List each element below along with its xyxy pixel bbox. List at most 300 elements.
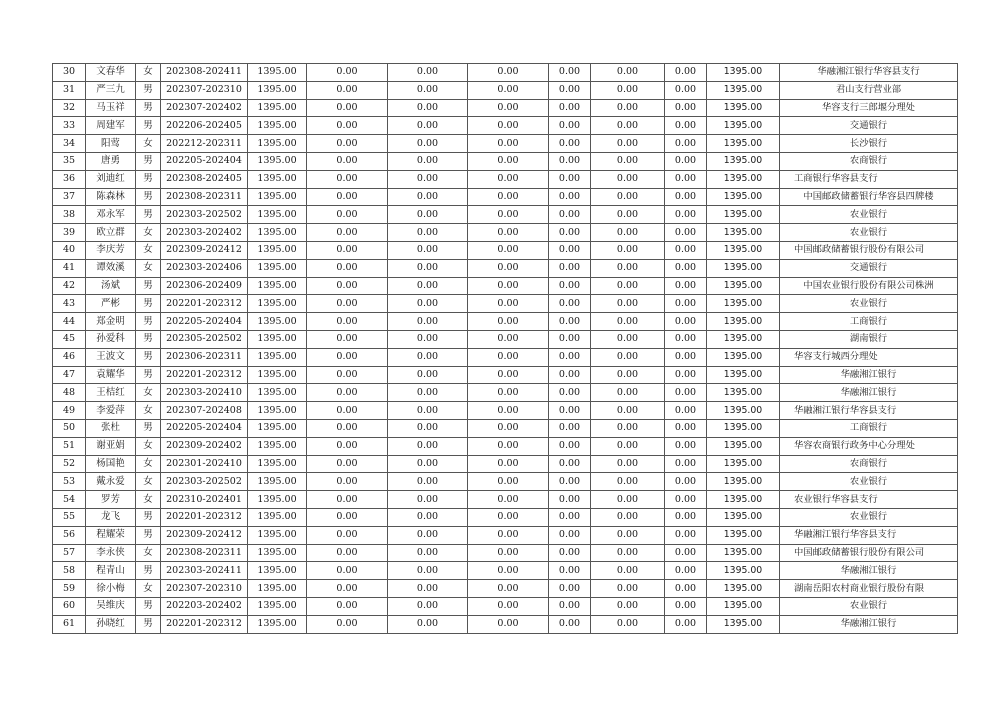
- value-cell: 0.00: [665, 295, 707, 313]
- value-cell: 0.00: [388, 544, 468, 562]
- value-cell: 0.00: [549, 117, 591, 135]
- total-cell: 1395.00: [707, 597, 780, 615]
- value-cell: 0.00: [665, 259, 707, 277]
- table-row: [53, 259, 958, 277]
- value-cell: 0.00: [307, 259, 388, 277]
- gender-cell: 女: [136, 135, 161, 153]
- bank-name-cell: 华融湘江银行华容县支行: [780, 402, 958, 420]
- amount-cell: 1395.00: [248, 241, 307, 259]
- amount-cell: 1395.00: [248, 152, 307, 170]
- value-cell: 0.00: [388, 170, 468, 188]
- total-cell: 1395.00: [707, 384, 780, 402]
- value-cell: 0.00: [549, 152, 591, 170]
- value-cell: 0.00: [549, 64, 591, 82]
- value-cell: 0.00: [591, 99, 665, 117]
- value-cell: 0.00: [468, 491, 549, 509]
- value-cell: 0.00: [549, 135, 591, 153]
- bank-name-cell: 中国农业银行股份有限公司株洲: [780, 277, 958, 295]
- amount-cell: 1395.00: [248, 580, 307, 598]
- gender-cell: 女: [136, 259, 161, 277]
- name-cell: 杨国艳: [86, 455, 136, 473]
- value-cell: 0.00: [468, 402, 549, 420]
- row-number-cell: 36: [53, 170, 86, 188]
- period-cell: 202201-202312: [161, 366, 248, 384]
- total-cell: 1395.00: [707, 562, 780, 580]
- gender-cell: 男: [136, 597, 161, 615]
- row-number-cell: 42: [53, 277, 86, 295]
- total-cell: 1395.00: [707, 117, 780, 135]
- value-cell: 0.00: [665, 366, 707, 384]
- row-number-cell: 58: [53, 562, 86, 580]
- value-cell: 0.00: [468, 99, 549, 117]
- row-number-cell: 47: [53, 366, 86, 384]
- value-cell: 0.00: [307, 313, 388, 331]
- amount-cell: 1395.00: [248, 544, 307, 562]
- amount-cell: 1395.00: [248, 402, 307, 420]
- value-cell: 0.00: [549, 544, 591, 562]
- value-cell: 0.00: [591, 188, 665, 206]
- value-cell: 0.00: [591, 152, 665, 170]
- bank-name-cell: 农业银行: [780, 295, 958, 313]
- value-cell: 0.00: [468, 597, 549, 615]
- value-cell: 0.00: [665, 455, 707, 473]
- value-cell: 0.00: [591, 508, 665, 526]
- value-cell: 0.00: [549, 170, 591, 188]
- amount-cell: 1395.00: [248, 473, 307, 491]
- value-cell: 0.00: [388, 241, 468, 259]
- value-cell: 0.00: [307, 64, 388, 82]
- value-cell: 0.00: [307, 366, 388, 384]
- total-cell: 1395.00: [707, 224, 780, 242]
- value-cell: 0.00: [388, 188, 468, 206]
- value-cell: 0.00: [307, 544, 388, 562]
- gender-cell: 男: [136, 615, 161, 633]
- value-cell: 0.00: [468, 277, 549, 295]
- row-number-cell: 43: [53, 295, 86, 313]
- row-number-cell: 55: [53, 508, 86, 526]
- period-cell: 202307-202310: [161, 81, 248, 99]
- bank-name-cell: 华容支行城西分理处: [780, 348, 958, 366]
- value-cell: 0.00: [468, 64, 549, 82]
- bank-name-cell: 农业银行: [780, 508, 958, 526]
- amount-cell: 1395.00: [248, 348, 307, 366]
- row-number-cell: 40: [53, 241, 86, 259]
- value-cell: 0.00: [591, 526, 665, 544]
- amount-cell: 1395.00: [248, 330, 307, 348]
- row-number-cell: 50: [53, 419, 86, 437]
- value-cell: 0.00: [307, 597, 388, 615]
- name-cell: 张杜: [86, 419, 136, 437]
- value-cell: 0.00: [665, 384, 707, 402]
- gender-cell: 女: [136, 473, 161, 491]
- row-number-cell: 51: [53, 437, 86, 455]
- name-cell: 文春华: [86, 64, 136, 82]
- value-cell: 0.00: [468, 508, 549, 526]
- value-cell: 0.00: [468, 526, 549, 544]
- value-cell: 0.00: [307, 580, 388, 598]
- value-cell: 0.00: [549, 188, 591, 206]
- period-cell: 202308-202311: [161, 188, 248, 206]
- value-cell: 0.00: [665, 135, 707, 153]
- value-cell: 0.00: [307, 277, 388, 295]
- value-cell: 0.00: [307, 81, 388, 99]
- gender-cell: 男: [136, 117, 161, 135]
- table-row: [53, 597, 958, 615]
- total-cell: 1395.00: [707, 188, 780, 206]
- period-cell: 202309-202402: [161, 437, 248, 455]
- name-cell: 程耀荣: [86, 526, 136, 544]
- amount-cell: 1395.00: [248, 259, 307, 277]
- period-cell: 202205-202404: [161, 152, 248, 170]
- value-cell: 0.00: [665, 597, 707, 615]
- table-row: [53, 330, 958, 348]
- table-row: [53, 615, 958, 633]
- row-number-cell: 61: [53, 615, 86, 633]
- period-cell: 202306-202311: [161, 348, 248, 366]
- value-cell: 0.00: [307, 348, 388, 366]
- value-cell: 0.00: [307, 99, 388, 117]
- amount-cell: 1395.00: [248, 455, 307, 473]
- value-cell: 0.00: [665, 526, 707, 544]
- row-number-cell: 30: [53, 64, 86, 82]
- name-cell: 唐勇: [86, 152, 136, 170]
- value-cell: 0.00: [549, 562, 591, 580]
- name-cell: 严彬: [86, 295, 136, 313]
- gender-cell: 男: [136, 206, 161, 224]
- total-cell: 1395.00: [707, 473, 780, 491]
- period-cell: 202309-202412: [161, 241, 248, 259]
- bank-name-cell: 华容支行三郎堰分理处: [780, 99, 958, 117]
- bank-name-cell: 华容农商银行政务中心分理处: [780, 437, 958, 455]
- bank-name-cell: 交通银行: [780, 117, 958, 135]
- table-row: [53, 491, 958, 509]
- value-cell: 0.00: [468, 295, 549, 313]
- value-cell: 0.00: [549, 366, 591, 384]
- value-cell: 0.00: [665, 473, 707, 491]
- value-cell: 0.00: [591, 277, 665, 295]
- value-cell: 0.00: [665, 170, 707, 188]
- value-cell: 0.00: [549, 295, 591, 313]
- bank-name-cell: 工商银行: [780, 419, 958, 437]
- value-cell: 0.00: [549, 277, 591, 295]
- bank-name-cell: 华融湘江银行: [780, 562, 958, 580]
- value-cell: 0.00: [665, 117, 707, 135]
- value-cell: 0.00: [307, 295, 388, 313]
- total-cell: 1395.00: [707, 491, 780, 509]
- value-cell: 0.00: [307, 473, 388, 491]
- amount-cell: 1395.00: [248, 206, 307, 224]
- value-cell: 0.00: [388, 597, 468, 615]
- row-number-cell: 49: [53, 402, 86, 420]
- bank-name-cell: 中国邮政储蓄银行股份有限公司: [780, 544, 958, 562]
- bank-name-cell: 华融湘江银行: [780, 366, 958, 384]
- value-cell: 0.00: [388, 330, 468, 348]
- value-cell: 0.00: [591, 64, 665, 82]
- name-cell: 周建军: [86, 117, 136, 135]
- bank-name-cell: 农业银行: [780, 206, 958, 224]
- amount-cell: 1395.00: [248, 170, 307, 188]
- total-cell: 1395.00: [707, 366, 780, 384]
- period-cell: 202301-202410: [161, 455, 248, 473]
- table-row: [53, 188, 958, 206]
- amount-cell: 1395.00: [248, 562, 307, 580]
- period-cell: 202203-202402: [161, 597, 248, 615]
- row-number-cell: 48: [53, 384, 86, 402]
- value-cell: 0.00: [591, 384, 665, 402]
- value-cell: 0.00: [665, 544, 707, 562]
- value-cell: 0.00: [549, 615, 591, 633]
- value-cell: 0.00: [388, 135, 468, 153]
- table-row: [53, 64, 958, 82]
- gender-cell: 男: [136, 330, 161, 348]
- value-cell: 0.00: [591, 597, 665, 615]
- period-cell: 202310-202401: [161, 491, 248, 509]
- row-number-cell: 32: [53, 99, 86, 117]
- period-cell: 202308-202411: [161, 64, 248, 82]
- value-cell: 0.00: [468, 544, 549, 562]
- value-cell: 0.00: [549, 402, 591, 420]
- gender-cell: 男: [136, 99, 161, 117]
- amount-cell: 1395.00: [248, 384, 307, 402]
- value-cell: 0.00: [468, 366, 549, 384]
- row-number-cell: 31: [53, 81, 86, 99]
- value-cell: 0.00: [549, 313, 591, 331]
- gender-cell: 男: [136, 419, 161, 437]
- table-row: [53, 473, 958, 491]
- bank-name-cell: 君山支行营业部: [780, 81, 958, 99]
- name-cell: 李庆芳: [86, 241, 136, 259]
- gender-cell: 男: [136, 313, 161, 331]
- table-row: [53, 348, 958, 366]
- value-cell: 0.00: [468, 224, 549, 242]
- value-cell: 0.00: [665, 491, 707, 509]
- gender-cell: 女: [136, 491, 161, 509]
- name-cell: 孙爱科: [86, 330, 136, 348]
- bank-name-cell: 华融湘江银行华容县支行: [780, 64, 958, 82]
- row-number-cell: 60: [53, 597, 86, 615]
- value-cell: 0.00: [468, 348, 549, 366]
- table-row: [53, 508, 958, 526]
- value-cell: 0.00: [468, 313, 549, 331]
- gender-cell: 女: [136, 241, 161, 259]
- value-cell: 0.00: [388, 152, 468, 170]
- table-row: [53, 224, 958, 242]
- value-cell: 0.00: [549, 99, 591, 117]
- total-cell: 1395.00: [707, 348, 780, 366]
- total-cell: 1395.00: [707, 135, 780, 153]
- value-cell: 0.00: [388, 117, 468, 135]
- value-cell: 0.00: [665, 348, 707, 366]
- row-number-cell: 56: [53, 526, 86, 544]
- value-cell: 0.00: [468, 562, 549, 580]
- value-cell: 0.00: [388, 81, 468, 99]
- amount-cell: 1395.00: [248, 508, 307, 526]
- value-cell: 0.00: [307, 206, 388, 224]
- table-row: [53, 295, 958, 313]
- row-number-cell: 59: [53, 580, 86, 598]
- value-cell: 0.00: [665, 508, 707, 526]
- name-cell: 刘迪红: [86, 170, 136, 188]
- period-cell: 202212-202311: [161, 135, 248, 153]
- bank-name-cell: 华融湘江银行华容县支行: [780, 526, 958, 544]
- amount-cell: 1395.00: [248, 615, 307, 633]
- value-cell: 0.00: [307, 437, 388, 455]
- value-cell: 0.00: [591, 117, 665, 135]
- value-cell: 0.00: [388, 277, 468, 295]
- value-cell: 0.00: [388, 562, 468, 580]
- gender-cell: 女: [136, 224, 161, 242]
- value-cell: 0.00: [307, 117, 388, 135]
- name-cell: 邓永军: [86, 206, 136, 224]
- row-number-cell: 38: [53, 206, 86, 224]
- value-cell: 0.00: [591, 241, 665, 259]
- value-cell: 0.00: [388, 313, 468, 331]
- total-cell: 1395.00: [707, 526, 780, 544]
- amount-cell: 1395.00: [248, 188, 307, 206]
- value-cell: 0.00: [591, 580, 665, 598]
- value-cell: 0.00: [307, 188, 388, 206]
- gender-cell: 男: [136, 277, 161, 295]
- gender-cell: 女: [136, 580, 161, 598]
- row-number-cell: 34: [53, 135, 86, 153]
- gender-cell: 男: [136, 170, 161, 188]
- value-cell: 0.00: [591, 544, 665, 562]
- name-cell: 谭效溪: [86, 259, 136, 277]
- value-cell: 0.00: [665, 277, 707, 295]
- gender-cell: 男: [136, 81, 161, 99]
- period-cell: 202309-202412: [161, 526, 248, 544]
- total-cell: 1395.00: [707, 64, 780, 82]
- value-cell: 0.00: [549, 437, 591, 455]
- name-cell: 孙晓红: [86, 615, 136, 633]
- value-cell: 0.00: [591, 313, 665, 331]
- value-cell: 0.00: [549, 473, 591, 491]
- period-cell: 202308-202405: [161, 170, 248, 188]
- bank-name-cell: 农业银行: [780, 473, 958, 491]
- value-cell: 0.00: [388, 473, 468, 491]
- amount-cell: 1395.00: [248, 99, 307, 117]
- amount-cell: 1395.00: [248, 526, 307, 544]
- value-cell: 0.00: [549, 206, 591, 224]
- value-cell: 0.00: [307, 152, 388, 170]
- value-cell: 0.00: [307, 526, 388, 544]
- total-cell: 1395.00: [707, 419, 780, 437]
- total-cell: 1395.00: [707, 170, 780, 188]
- value-cell: 0.00: [468, 384, 549, 402]
- value-cell: 0.00: [468, 135, 549, 153]
- period-cell: 202303-202406: [161, 259, 248, 277]
- value-cell: 0.00: [468, 241, 549, 259]
- value-cell: 0.00: [388, 224, 468, 242]
- value-cell: 0.00: [307, 402, 388, 420]
- value-cell: 0.00: [665, 419, 707, 437]
- amount-cell: 1395.00: [248, 366, 307, 384]
- total-cell: 1395.00: [707, 544, 780, 562]
- value-cell: 0.00: [591, 491, 665, 509]
- bank-name-cell: 农业银行: [780, 597, 958, 615]
- amount-cell: 1395.00: [248, 437, 307, 455]
- amount-cell: 1395.00: [248, 81, 307, 99]
- value-cell: 0.00: [549, 508, 591, 526]
- name-cell: 谢亚娟: [86, 437, 136, 455]
- total-cell: 1395.00: [707, 206, 780, 224]
- value-cell: 0.00: [591, 366, 665, 384]
- value-cell: 0.00: [591, 419, 665, 437]
- value-cell: 0.00: [591, 562, 665, 580]
- value-cell: 0.00: [468, 330, 549, 348]
- value-cell: 0.00: [468, 615, 549, 633]
- amount-cell: 1395.00: [248, 491, 307, 509]
- gender-cell: 女: [136, 402, 161, 420]
- value-cell: 0.00: [549, 491, 591, 509]
- value-cell: 0.00: [665, 188, 707, 206]
- name-cell: 欧立群: [86, 224, 136, 242]
- table-row: [53, 437, 958, 455]
- total-cell: 1395.00: [707, 277, 780, 295]
- value-cell: 0.00: [388, 419, 468, 437]
- name-cell: 程青山: [86, 562, 136, 580]
- value-cell: 0.00: [665, 99, 707, 117]
- gender-cell: 女: [136, 64, 161, 82]
- bank-name-cell: 湖南银行: [780, 330, 958, 348]
- value-cell: 0.00: [591, 206, 665, 224]
- value-cell: 0.00: [307, 384, 388, 402]
- value-cell: 0.00: [307, 419, 388, 437]
- value-cell: 0.00: [549, 419, 591, 437]
- value-cell: 0.00: [665, 64, 707, 82]
- value-cell: 0.00: [388, 615, 468, 633]
- value-cell: 0.00: [549, 526, 591, 544]
- value-cell: 0.00: [549, 597, 591, 615]
- name-cell: 徐小梅: [86, 580, 136, 598]
- gender-cell: 女: [136, 455, 161, 473]
- value-cell: 0.00: [665, 152, 707, 170]
- amount-cell: 1395.00: [248, 117, 307, 135]
- name-cell: 王桔红: [86, 384, 136, 402]
- row-number-cell: 53: [53, 473, 86, 491]
- value-cell: 0.00: [307, 330, 388, 348]
- value-cell: 0.00: [665, 402, 707, 420]
- value-cell: 0.00: [665, 206, 707, 224]
- table-row: [53, 152, 958, 170]
- row-number-cell: 44: [53, 313, 86, 331]
- total-cell: 1395.00: [707, 81, 780, 99]
- value-cell: 0.00: [549, 330, 591, 348]
- value-cell: 0.00: [591, 81, 665, 99]
- table-row: [53, 170, 958, 188]
- value-cell: 0.00: [549, 384, 591, 402]
- total-cell: 1395.00: [707, 99, 780, 117]
- value-cell: 0.00: [591, 402, 665, 420]
- bank-name-cell: 中国邮政储蓄银行股份有限公司: [780, 241, 958, 259]
- value-cell: 0.00: [549, 224, 591, 242]
- value-cell: 0.00: [388, 295, 468, 313]
- subsidy-table: [52, 63, 958, 634]
- value-cell: 0.00: [388, 64, 468, 82]
- value-cell: 0.00: [591, 330, 665, 348]
- amount-cell: 1395.00: [248, 419, 307, 437]
- bank-name-cell: 农商银行: [780, 152, 958, 170]
- row-number-cell: 52: [53, 455, 86, 473]
- name-cell: 吴维庆: [86, 597, 136, 615]
- table-row: [53, 384, 958, 402]
- row-number-cell: 45: [53, 330, 86, 348]
- bank-name-cell: 工商银行华容县支行: [780, 170, 958, 188]
- gender-cell: 男: [136, 348, 161, 366]
- value-cell: 0.00: [468, 259, 549, 277]
- table-row: [53, 277, 958, 295]
- gender-cell: 男: [136, 188, 161, 206]
